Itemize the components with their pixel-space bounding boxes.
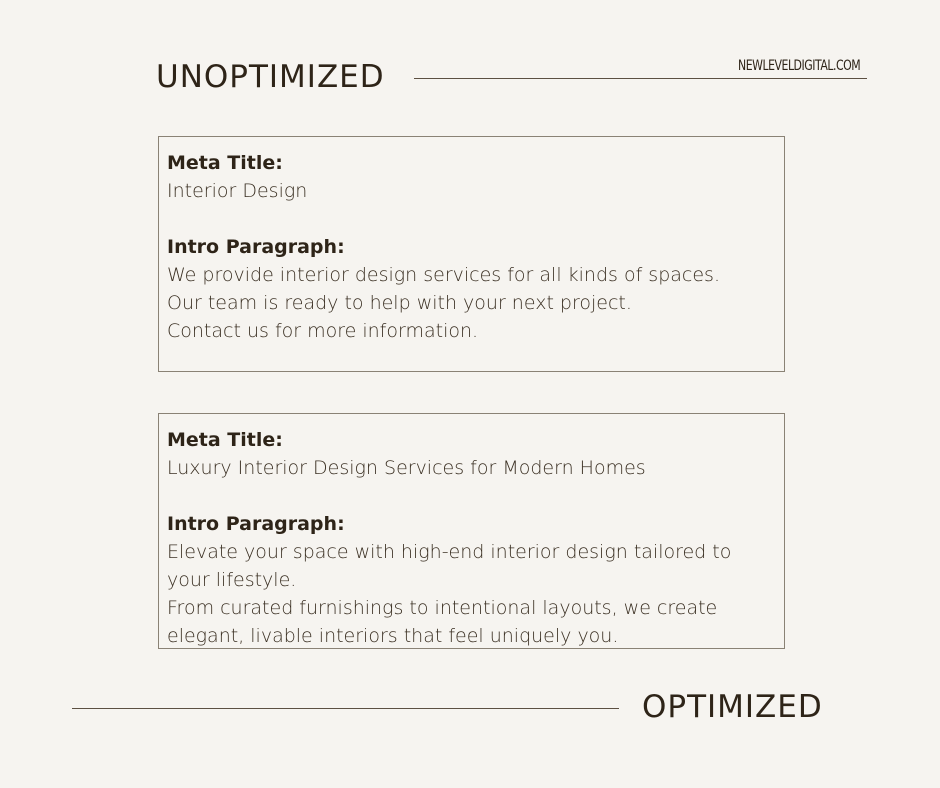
spacer xyxy=(167,205,784,233)
intro-line: From curated furnishings to intentional layouts, we create xyxy=(167,597,718,619)
brand-url: NEWLEVELDIGITAL.COM xyxy=(738,58,861,74)
intro-line: We provide interior design services for all kinds of spaces. xyxy=(167,264,720,286)
intro-line: Contact us for more information. xyxy=(167,320,479,342)
spacer xyxy=(167,482,784,510)
meta-title-value: Luxury Interior Design Services for Modern Homes xyxy=(167,457,646,479)
intro-line: your lifestyle. xyxy=(167,569,297,591)
meta-title-label: Meta Title: xyxy=(167,429,283,451)
intro-line: Elevate your space with high-end interior design tailored to xyxy=(167,541,732,563)
intro-line: elegant, livable interiors that feel uniquely you. xyxy=(167,625,619,647)
optimized-heading: OPTIMIZED xyxy=(642,689,823,725)
intro-paragraph-label: Intro Paragraph: xyxy=(167,236,345,258)
unoptimized-heading: UNOPTIMIZED xyxy=(156,59,385,95)
meta-title-value: Interior Design xyxy=(167,180,308,202)
bottom-divider xyxy=(72,708,619,709)
meta-title-label: Meta Title: xyxy=(167,152,283,174)
unoptimized-panel xyxy=(158,136,785,372)
top-divider xyxy=(414,78,867,79)
intro-paragraph-label: Intro Paragraph: xyxy=(167,513,345,535)
optimized-panel xyxy=(158,413,785,649)
intro-line: Our team is ready to help with your next project. xyxy=(167,292,632,314)
